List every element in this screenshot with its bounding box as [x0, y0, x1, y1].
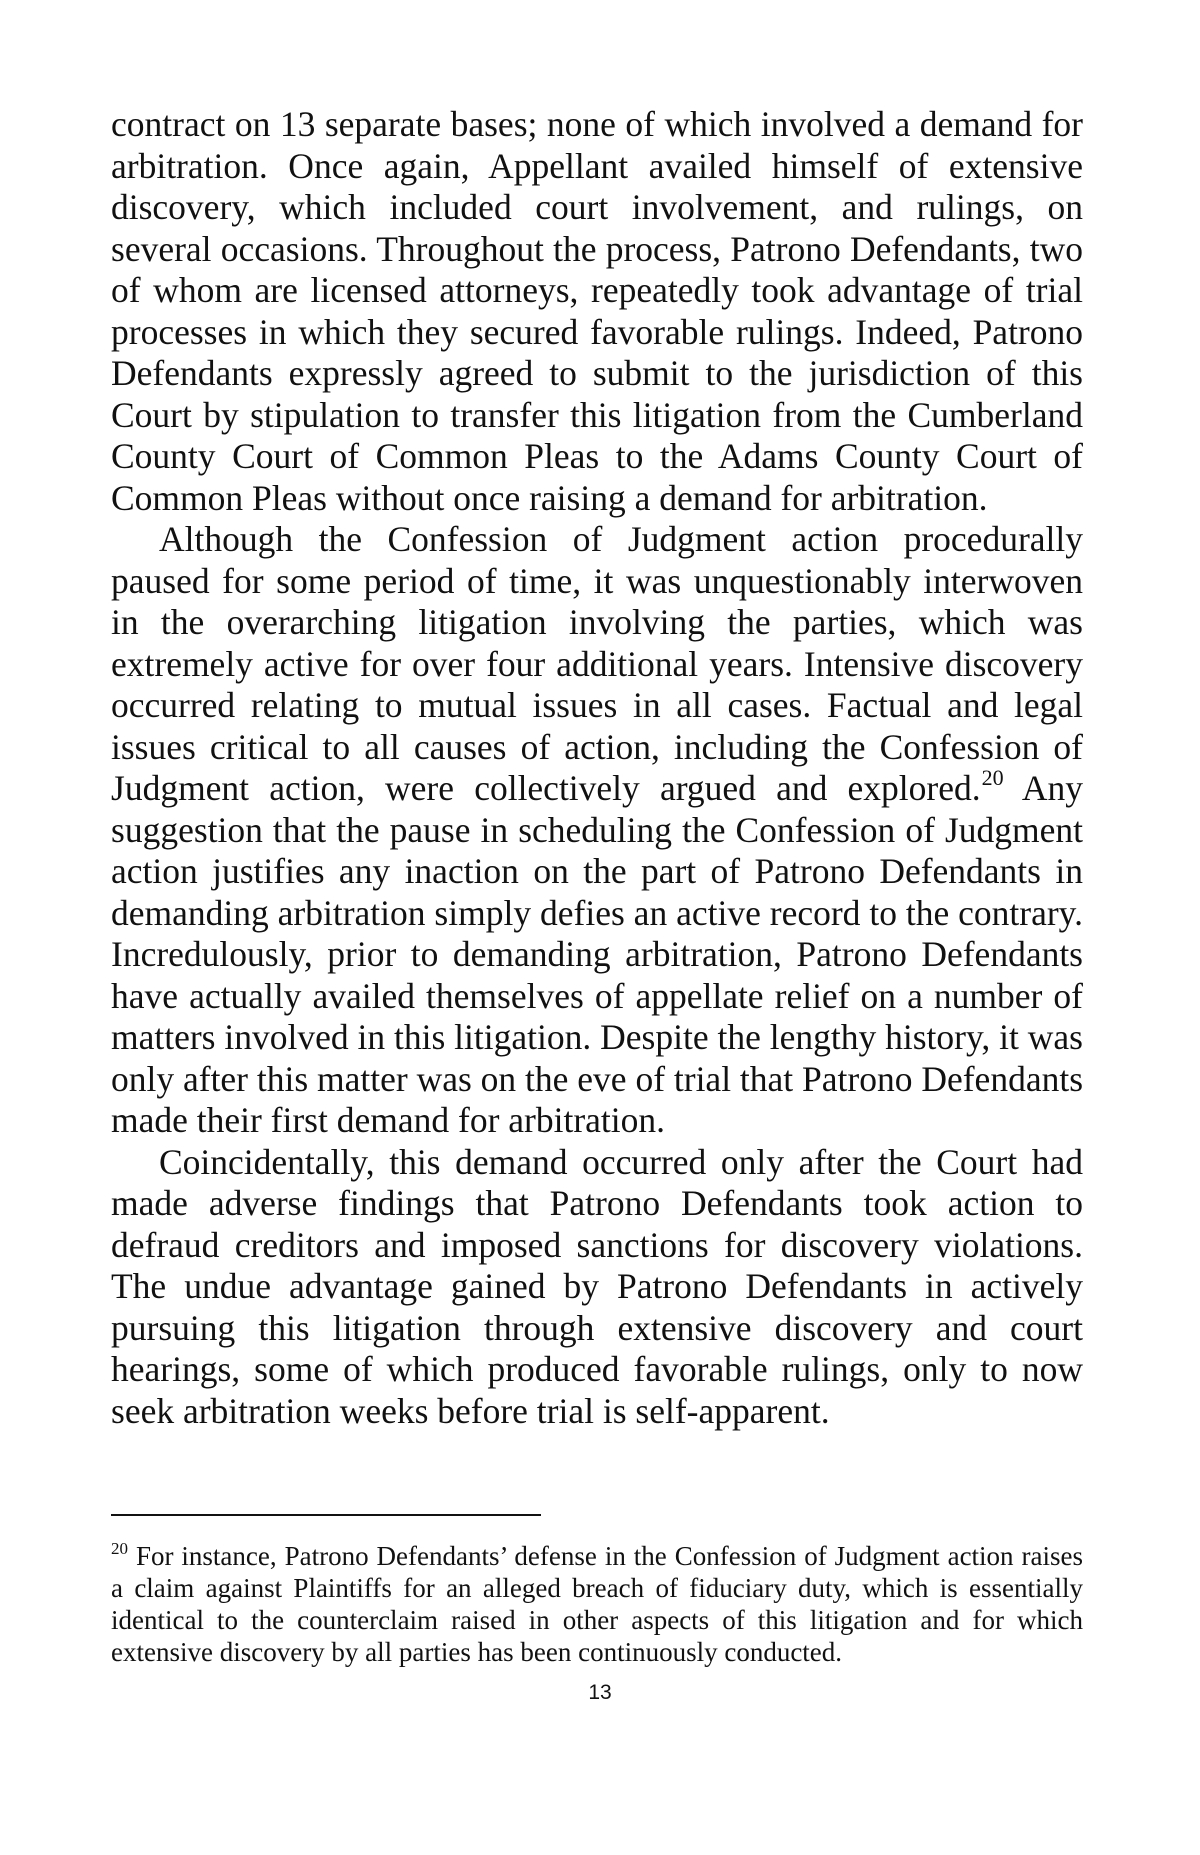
footnote-number: 20 — [111, 1539, 128, 1558]
footnote-text: For instance, Patrono Defendants’ defense in the Confession of Judgment action raises a claim against Plaintiffs for an alleged breach of fiduciary duty, which is essentially identical to the counterclaim raised in other aspects of this litigation and for which extensive discovery by all parties has been continuously conducted. — [111, 1541, 1083, 1667]
paragraph-3-text: Coincidentally, this demand occurred only after the Court had made adverse findings that Patrono Defendants took action to defraud creditors and imposed sanctions for discovery violations. The undue advantage gained by Patrono Defendants in actively pursuing this litigation through extensive discovery and court hearings, some of which produced favorable rulings, only to now seek arbitration weeks before trial is self-apparent. — [111, 1141, 1083, 1431]
footnotes-section — [111, 1540, 1083, 1668]
body-text — [111, 104, 1083, 1432]
paragraph-2-text-after-footnote: Any suggestion that the pause in scheduling the Confession of Judgment action justifies any inaction on the part of Patrono Defendants in demanding arbitration simply defies an active record to the contrary. Incredulously, prior to demanding arbitration, Patrono Defendants have actually availed themselves of appellate relief on a number of matters involved in this litigation. Despite the lengthy history, it was only after this matter was on the eve of trial that Patrono Defendants made their first demand for arbitration. — [111, 768, 1084, 1140]
footnote-reference-20[interactable]: 20 — [981, 765, 1004, 791]
paragraph-1 — [111, 104, 1083, 519]
page-number: 13 — [588, 1681, 612, 1704]
paragraph-2 — [111, 519, 1083, 1142]
footnote-20 — [111, 1540, 1083, 1668]
paragraph-1-text: contract on 13 separate bases; none of which involved a demand for arbitration. Once again, Appellant availed himself of extensive discovery, which included court involvement, and rulings, on several occasions. Throughout the process, Patrono Defendants, two of whom are licensed attorneys, repeatedly took advantage of trial processes in which they secured favorable rulings. Indeed, Patrono Defendants expressly agreed to submit to the jurisdiction of this Court by stipulation to transfer this litigation from the Cumberland County Court of Common Pleas to the Adams County Court of Common Pleas without once raising a demand for arbitration. — [111, 104, 1083, 518]
paragraph-3 — [111, 1142, 1083, 1433]
footnote-separator — [111, 1514, 541, 1516]
paragraph-2-text-before-footnote: Although the Confession of Judgment action procedurally paused for some period of time, it was unquestionably interwoven in the overarching litigation involving the parties, which was extremely active for over four additional years. Intensive discovery occurred relating to mutual issues in all cases. Factual and legal issues critical to all causes of action, including the Confession of Judgment action, were collectively argued and explored. — [111, 519, 1083, 808]
